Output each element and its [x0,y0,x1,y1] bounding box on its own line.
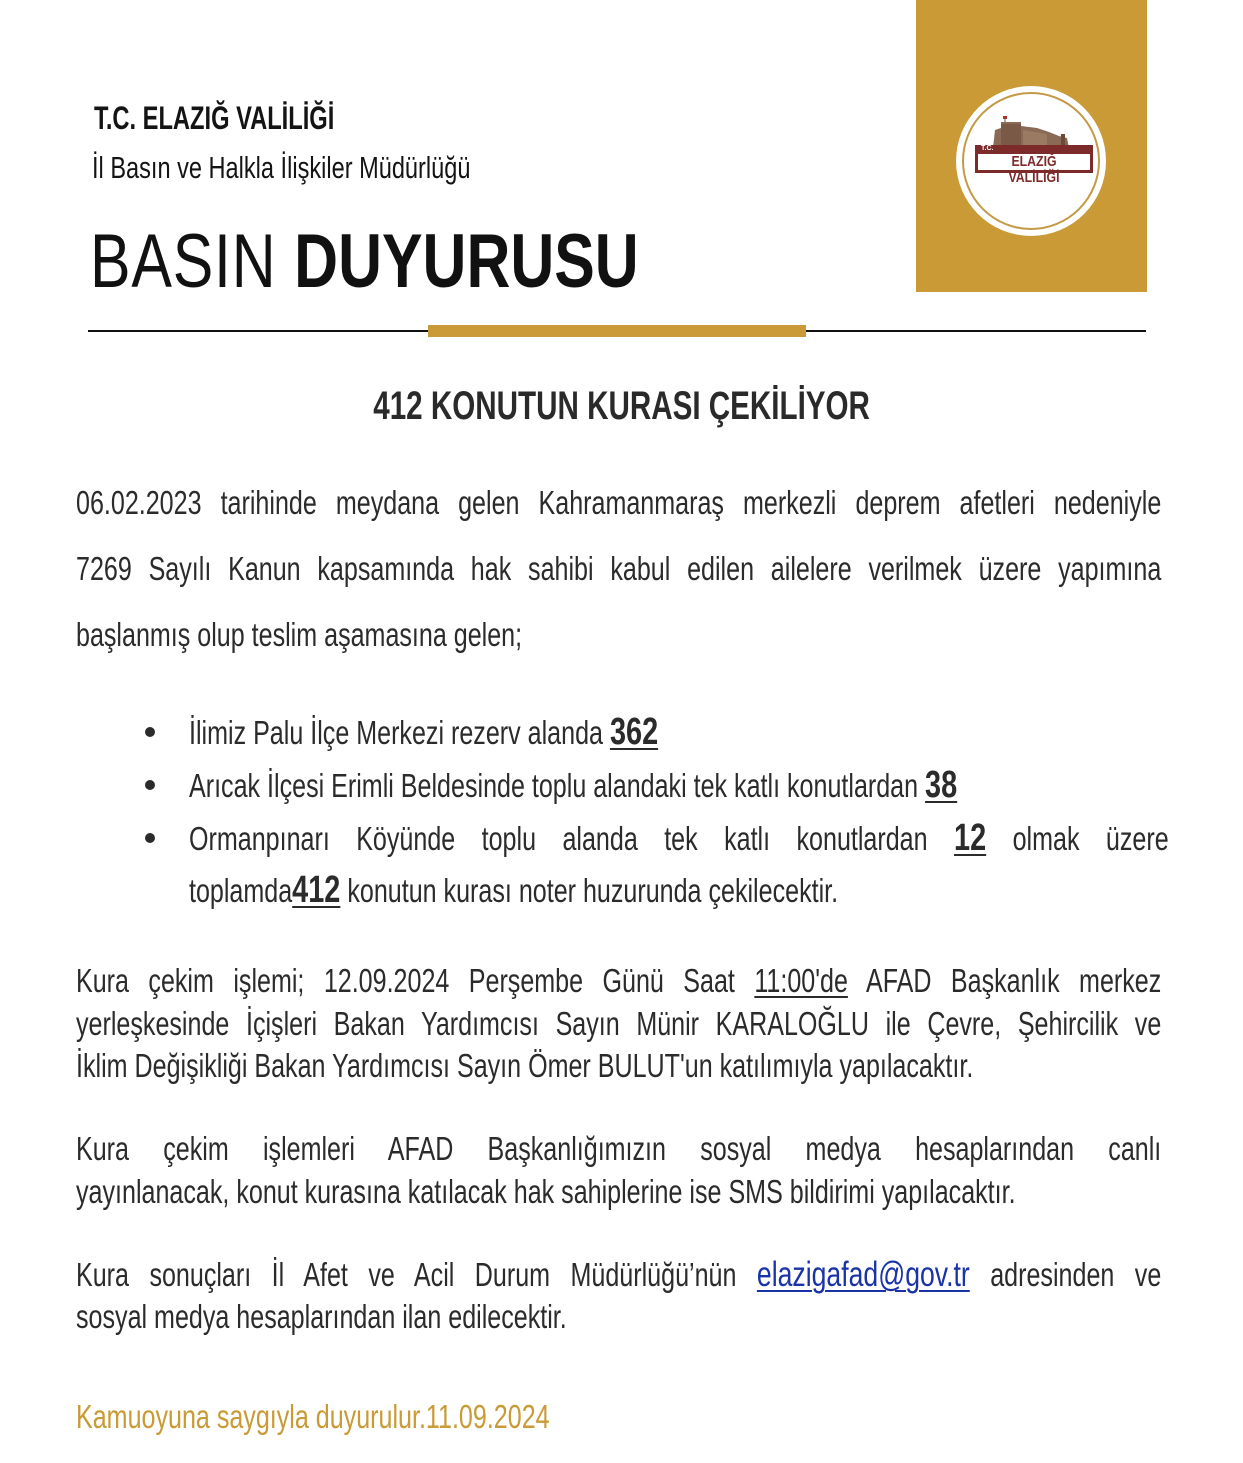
schedule-line-3: İklim Değişikliği Bakan Yardımcısı Sayın Ömer BULUT'un katılımıyla yapılacaktır. [76,1047,974,1084]
bullet-dot [145,780,155,790]
castle-icon [987,116,1075,148]
email-link[interactable]: elazigafad@gov.tr [756,1255,970,1294]
bullet-dot [145,727,155,737]
broadcast-line-1: Kura çekim işlemleri AFAD Başkanlığımızın sosyal medya hesaplarından canlı [76,1130,1162,1167]
divider-accent-bar [428,325,806,337]
bullet-total-prefix: toplamda [189,872,293,909]
results-line-2: sosyal medya hesaplarından ilan edilecektir. [76,1298,567,1335]
bullet-item-1-text: İlimiz Palu İlçe Merkezi rezerv alanda [189,714,603,751]
governorship-logo [956,86,1106,236]
headline-text: 412 KONUTUN KURASI ÇEKİLİYOR [373,384,870,428]
results-line-1-prefix: Kura sonuçları İl Afet ve Acil Durum Müdürlüğü’nün [76,1256,737,1293]
logo-panel [916,0,1147,292]
headline [0,384,1243,429]
bullet-item-1-number: 362 [609,711,659,753]
schedule-line-2: yerleşkesinde İçişleri Bakan Yardımcısı Sayın Münir KARALOĞLU ile Çevre, Şehircilik ve [76,1005,1162,1042]
bullet-total-line [189,870,838,911]
schedule-line-1-prefix: Kura çekim işlemi; 12.09.2024 Perşembe Günü Saat [76,962,735,999]
logo-text: ELAZIĞ VALİLİĞİ [1008,153,1060,186]
bullet-total-suffix: konutun kurası noter huzurunda çekilecektir. [347,872,839,909]
results-line-1 [76,1255,1161,1295]
document-type-light: BASIN [90,219,277,304]
logo-tc: T.C. [981,145,994,152]
organization-name: T.C. ELAZIĞ VALİLİĞİ [94,100,335,136]
bullet-item-2-text: Arıcak İlçesi Erimli Beldesinde toplu alandaki tek katlı konutlardan [189,767,919,804]
bullet-total-number: 412 [292,869,341,911]
bullet-item-3-number: 12 [954,817,987,859]
document-type-title [90,219,639,304]
schedule-time: 11:00'de [754,962,848,999]
intro-line-3: başlanmış olup teslim aşamasına gelen; [76,616,523,653]
schedule-line-1-suffix: AFAD Başkanlık merkez [865,962,1162,999]
closing-statement: Kamuoyuna saygıyla duyurulur.11.09.2024 [76,1398,550,1435]
department-name: İl Basın ve Halkla İlişkiler Müdürlüğü [92,150,471,185]
bullet-dot [145,833,155,843]
bullet-item-2-number: 38 [925,764,958,806]
bullet-item-3-suffix: olmak üzere [1012,820,1169,857]
bullet-item-3 [189,818,1169,859]
bullet-item-1 [189,712,658,753]
bullet-item-2 [189,765,957,806]
intro-line-1: 06.02.2023 tarihinde meydana gelen Kahramanmaraş merkezli deprem afetleri nedeniyle [76,484,1162,521]
schedule-line-1 [76,961,1161,1001]
bullet-item-3-text: Ormanpınarı Köyünde toplu alanda tek katlı konutlardan [189,820,928,857]
document-type-bold: DUYURUSU [294,219,639,304]
logo-banner [975,145,1093,186]
intro-line-2: 7269 Sayılı Kanun kapsamında hak sahibi kabul edilen ailelere verilmek üzere yapımına [76,550,1162,587]
results-line-1-suffix: adresinden ve [990,1256,1162,1293]
broadcast-line-2: yayınlanacak, konut kurasına katılacak hak sahiplerine ise SMS bildirimi yapılacaktır. [76,1173,1016,1210]
